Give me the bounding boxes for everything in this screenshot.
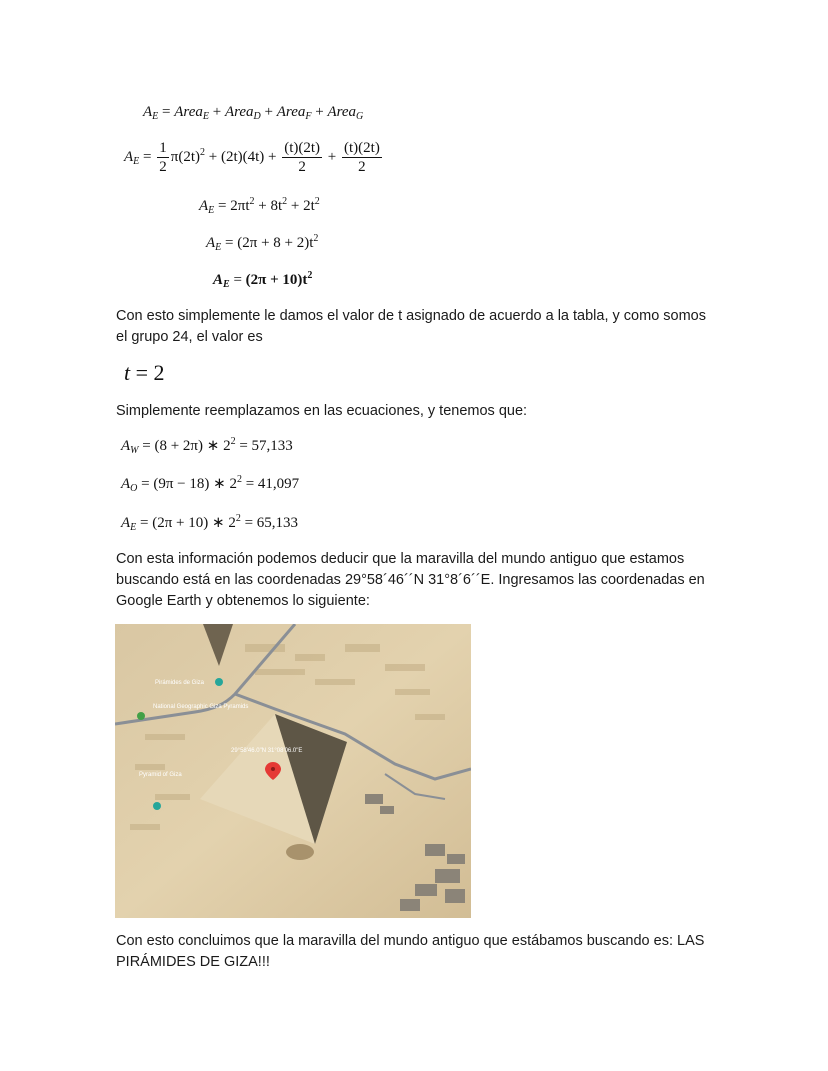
paragraph-coordinates: Con esta información podemos deducir que la maravilla del mundo antiguo que estamos buscando está en las coordenadas 29°58´46´´N 31°8´6´´E. Ingresamos las coordenadas en Google Earth y obtenemos lo siguiente:: [116, 551, 705, 609]
map-pin-teal-icon[interactable]: [215, 678, 223, 686]
satellite-map-image: [115, 624, 471, 918]
paragraph-conclusion: Con esto concluimos que la maravilla del mundo antiguo que estábamos buscando es: LAS PIRÁMIDES DE GIZA!!!: [116, 933, 705, 970]
t-value-equation: t = 2: [124, 360, 165, 385]
paragraph-t-value-intro: Con esto simplemente le damos el valor de t asignado de acuerdo a la tabla, y como somos el grupo 24, el valor es: [116, 308, 706, 345]
equation-area-sum: $A_E$ = Area$_E$ + Area$_D$ + Area$_F$ + Area$_G$: [143, 104, 364, 122]
equation-area-final: $A_E = (2\pi + 10)t^2$: [213, 270, 313, 290]
map-sphinx: [286, 844, 314, 860]
result-area-e: $A_E = (2\pi + 10)$ ∗ $2^2 = 65,133$: [121, 513, 299, 533]
equation-area-factored: $A_E = (2\pi + 8 + 2)t^2$: [206, 233, 319, 253]
result-area-o: $A_O = (9\pi - 18)$ ∗ $2^2 = 41,097$: [121, 474, 300, 494]
map-pin-green-icon[interactable]: [137, 712, 145, 720]
map-label-place2: National Geographic Giza Pyramids: [153, 704, 249, 710]
equation-area-terms: $A_E$ = $\frac{1}{2}$ $\pi(2t)^2 + (2t)(4t)$ + $\frac{(t)(2t)}{2}$ + $\frac{(t)(2t)}{2}$: [124, 140, 380, 175]
result-area-w: $A_W = (8 + 2\pi)$ ∗ $2^2 = 57,133$: [121, 436, 293, 456]
map-label-place1: Pirámides de Giza: [155, 680, 205, 686]
map-pin-teal2-icon[interactable]: [153, 802, 161, 810]
paragraph-replace-intro: Simplemente reemplazamos en las ecuaciones, y tenemos que:: [116, 403, 528, 419]
satellite-map-svg: [115, 624, 471, 918]
map-coordinate-label: 29°58'46.0"N 31°08'06.0"E: [231, 748, 303, 754]
equation-area-simplified: $A_E = 2\pi t^2 + 8t^2 + 2t^2$: [199, 196, 320, 216]
map-label-place3: Pyramid of Giza: [139, 772, 182, 778]
